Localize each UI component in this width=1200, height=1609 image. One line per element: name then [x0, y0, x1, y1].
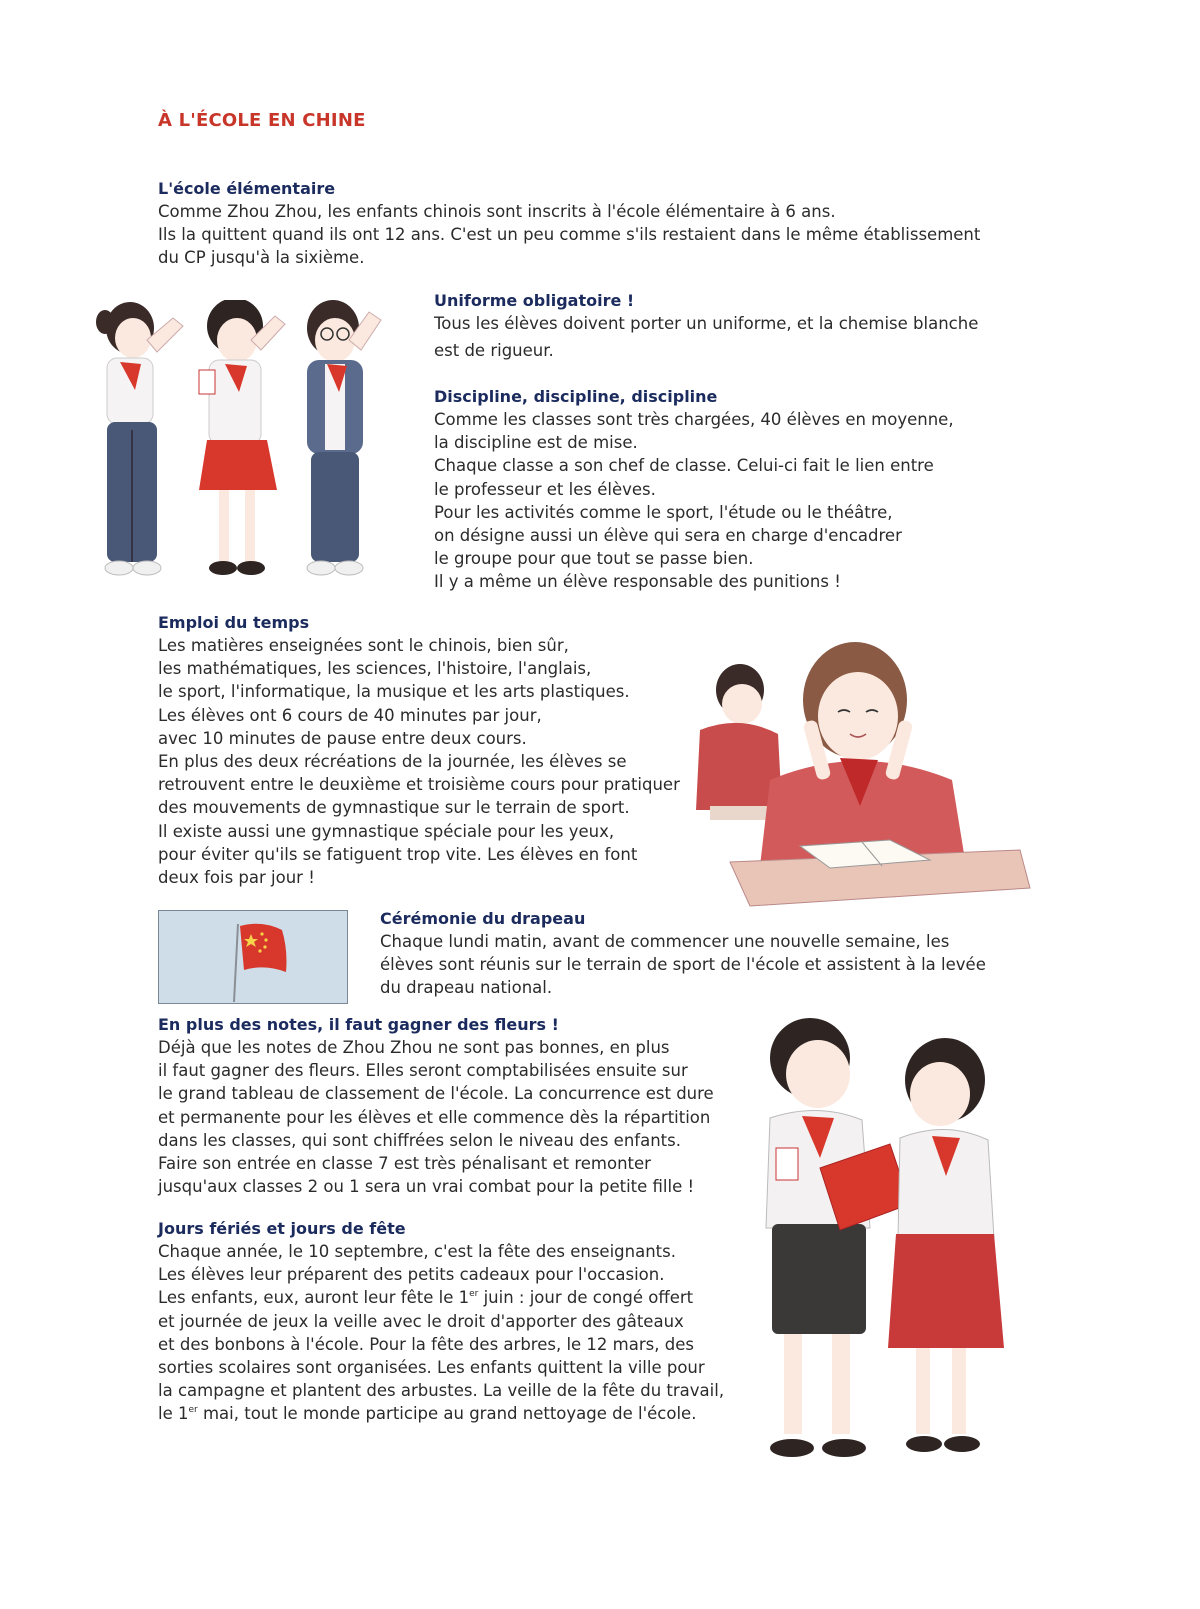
text-fragment: Les enfants, eux, auront leur fête le 1 [158, 1288, 470, 1308]
text-line: du CP jusqu'à la sixième. [158, 248, 365, 268]
page-title: À L'ÉCOLE EN CHINE [158, 110, 366, 131]
eye-exercise-illustration [690, 630, 1060, 930]
text-line: sorties scolaires sont organisées. Les enfants quittent la ville pour [158, 1358, 705, 1378]
text-fragment: mai, tout le monde participe au grand nettoyage de l'école. [197, 1404, 697, 1424]
section-heading: Discipline, discipline, discipline [434, 387, 718, 406]
text-line: Comme les classes sont très chargées, 40 élèves en moyenne, [434, 410, 954, 429]
text-line: deux fois par jour ! [158, 868, 315, 888]
text-line: Pour les activités comme le sport, l'étude ou le théâtre, [434, 502, 893, 522]
text-line: Il existe aussi une gymnastique spéciale pour les yeux, [158, 821, 615, 841]
text-line: retrouvent entre le deuxième et troisième cours pour pratiquer [158, 775, 680, 795]
section-feries [158, 1218, 724, 1426]
text-line: Les matières enseignées sont le chinois, bien sûr, [158, 636, 569, 655]
section-elementaire [158, 178, 980, 270]
text-line: Les élèves leur préparent des petits cadeaux pour l'occasion. [158, 1265, 665, 1285]
text-line: il faut gagner des fleurs. Elles seront comptabilisées ensuite sur [158, 1061, 688, 1081]
text-line: Chaque année, le 10 septembre, c'est la fête des enseignants. [158, 1242, 676, 1261]
text-line [158, 1402, 724, 1425]
superscript: er [469, 1289, 479, 1300]
section-heading: Emploi du temps [158, 613, 310, 632]
text-line: Il y a même un élève responsable des punitions ! [434, 572, 841, 592]
text-line: dans les classes, qui sont chiffrées selon le niveau des enfants. [158, 1130, 681, 1150]
section-heading: L'école élémentaire [158, 179, 336, 198]
text-line: Comme Zhou Zhou, les enfants chinois sont inscrits à l'école élémentaire à 6 ans. [158, 202, 836, 221]
text-line: et permanente pour les élèves et elle commence dès la répartition [158, 1107, 711, 1127]
section-fleurs [158, 1014, 714, 1198]
text-line: est de rigueur. [434, 341, 554, 361]
text-line: le professeur et les élèves. [434, 479, 656, 499]
student-figure [307, 300, 381, 575]
text-line: avec 10 minutes de pause entre deux cours. [158, 728, 527, 748]
section-emploi [158, 612, 680, 889]
section-drapeau [380, 908, 986, 1000]
text-line: Déjà que les notes de Zhou Zhou ne sont pas bonnes, en plus [158, 1038, 670, 1057]
text-line: le groupe pour que tout se passe bien. [434, 549, 754, 569]
text-fragment: le 1 [158, 1404, 189, 1424]
flag-illustration [158, 910, 348, 1004]
text-line: la campagne et plantent des arbustes. La veille de la fête du travail, [158, 1381, 725, 1401]
text-line: et des bonbons à l'école. Pour la fête des arbres, le 12 mars, des [158, 1334, 694, 1354]
section-heading: Uniforme obligatoire ! [434, 291, 635, 310]
section-uniforme [434, 290, 978, 362]
text-line: Tous les élèves doivent porter un uniforme, et la chemise blanche [434, 314, 979, 333]
superscript: er [188, 1405, 198, 1416]
section-heading: Jours fériés et jours de fête [158, 1219, 406, 1238]
text-line: le sport, l'informatique, la musique et les arts plastiques. [158, 682, 630, 702]
section-heading: En plus des notes, il faut gagner des fleurs ! [158, 1015, 559, 1034]
text-line: des mouvements de gymnastique sur le terrain de sport. [158, 798, 630, 818]
student-figure [96, 302, 183, 575]
text-line: Chaque classe a son chef de classe. Celui-ci fait le lien entre [434, 456, 934, 476]
section-discipline [434, 386, 954, 594]
text-line: du drapeau national. [380, 978, 553, 998]
section-heading: Cérémonie du drapeau [380, 909, 586, 928]
text-fragment: juin : jour de congé offert [478, 1288, 694, 1308]
students-saluting-illustration [85, 300, 425, 600]
text-line: Les élèves ont 6 cours de 40 minutes par jour, [158, 705, 542, 725]
text-line: élèves sont réunis sur le terrain de sport de l'école et assistent à la levée [380, 955, 986, 975]
text-line: Chaque lundi matin, avant de commencer une nouvelle semaine, les [380, 932, 950, 951]
text-line: Faire son entrée en classe 7 est très pénalisant et remonter [158, 1154, 651, 1174]
text-line: Ils la quittent quand ils ont 12 ans. C'est un peu comme s'ils restaient dans le même établissement [158, 225, 981, 245]
text-line: les mathématiques, les sciences, l'histoire, l'anglais, [158, 659, 592, 679]
text-line: jusqu'aux classes 2 ou 1 sera un vrai combat pour la petite fille ! [158, 1177, 695, 1197]
student-figure [199, 300, 285, 575]
text-line: et journée de jeux la veille avec le droit d'apporter des gâteaux [158, 1311, 684, 1331]
text-line: pour éviter qu'ils se fatiguent trop vite. Les élèves en font [158, 844, 638, 864]
text-line: En plus des deux récréations de la journée, les élèves se [158, 752, 627, 772]
text-line [158, 1286, 724, 1309]
text-line: le grand tableau de classement de l'école. La concurrence est dure [158, 1084, 714, 1104]
two-students-illustration [740, 1008, 1030, 1478]
text-line: la discipline est de mise. [434, 433, 638, 453]
text-line: on désigne aussi un élève qui sera en charge d'encadrer [434, 526, 902, 546]
